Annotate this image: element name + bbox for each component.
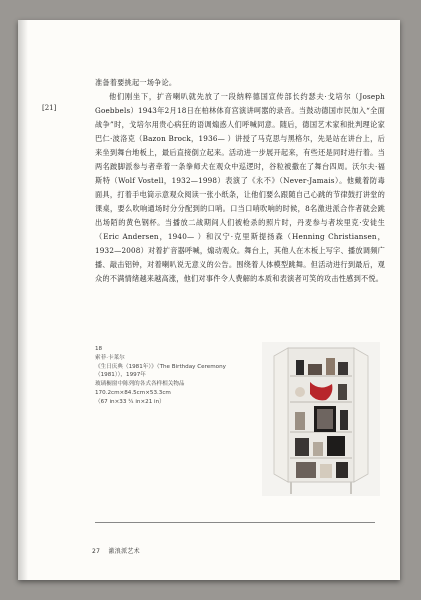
caption-number: 18 [95,346,103,352]
page-footer [92,546,140,555]
caption-title: 《生日庆典（1981年）》（The Birthday Ceremony [95,363,226,370]
running-title: 激浪派艺术 [108,548,140,555]
caption-dimensions-cm: 170.2cm×84.5cm×53.3cm [95,389,171,396]
figure-caption [95,345,235,407]
margin-note-ref: [21] [42,104,57,112]
paragraph-intro: 准备着要挑起一场争论。 [95,78,177,87]
caption-year: （1981）），1997年 [95,372,146,379]
display-cabinet-illustration [262,342,380,496]
page-number: 27 [92,548,101,555]
artwork-photo [262,342,380,496]
footer-rule [95,522,375,523]
binding-shadow [18,20,28,580]
paragraph-main: 他们刚坐下，扩音喇叭就先放了一段纳粹德国宣传部长约瑟夫·戈培尔（Joseph Goebbels）1943年2月18日在柏林体育宫演讲呵嚣的录音。当鼓动德国市民加入“全面战争”时，戈培尔用贵心病狂的语调煽惑人们呼喊同意。随后，德国艺术家和批判理论家巴仁·波洛克（Bazon Brock，1936— ）讲授了马克思与黑格尔，先是站在讲台上，后来坐到舞台地板上，最后直接倒立起来。活动进一步展开起来，有些还是同时进行着。当两名跛脚派参与者牵着一条拳师犬在观众中巡逻时，谷粒被撒在了舞台四周。沃尔夫·福斯特（Wolf Vostell，1932—1998）表演了《永不》（Never-Jamais）。他戴着防毒面具，打着手电筒示意观众阅读一张小纸条，让他们要么跟随自己心跳的节律鼓打讲堂的课桌，要么吹响通场时分分配到的口哨。口当口哨吹响的时候，8名激进派合作者就会跳出场陌的黄色钢杯。当播放二战期间人们被枪杀的照片时，丹麦参与者埃里克·安徒生（Eric Andersen，1940— ）和汉宁·克里斯提扬森（Henning Christiansen，1932—2008）对着扩音器呼喊，煽动观众。舞台上，其他人在木板上写字、播放调频广播、敲击铝钟，对着喇叭说无意义的公告。围绕着人体模型跳舞。但活动进行到最后，观众的不满情绪越来越高涨，他们对事件令人费解的本质和表演者可笑的攻击性感到不悦。 [95,92,385,283]
caption-dimensions-in: （67 in×33 ¼ in×21 in） [95,398,165,405]
caption-medium: 玻璃橱窗中陈列的各式各样相关物品 [95,381,185,388]
body-text [95,76,385,286]
caption-artist: 索菲·卡莱尔 [95,354,125,361]
